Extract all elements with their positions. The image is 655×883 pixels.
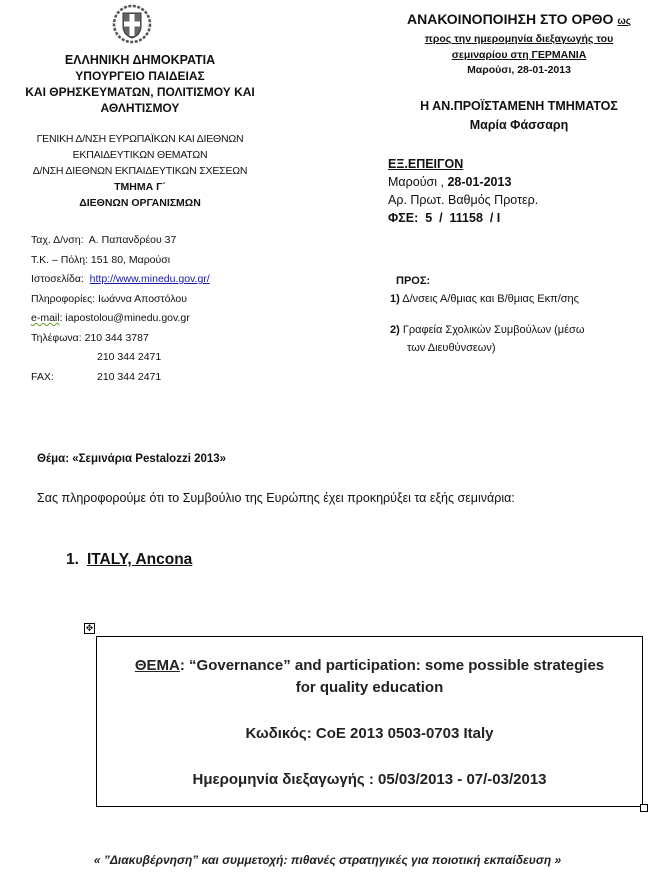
protocol-block (388, 155, 648, 227)
recipient-item: 2) Γραφεία Σχολικών Συμβούλων (μέσω (390, 324, 585, 336)
announcement-date: Μαρούσι, 28-01-2013 (467, 64, 571, 76)
greek-seminar-title: « ”Διακυβέρνηση” και συμμετοχή: πιθανές στρατηγικές για ποιοτική εκπαίδευση » (93, 853, 562, 867)
email-value: : iapostolou@minedu.gov.gr (59, 312, 190, 324)
phone-row: Τηλέφωνα: 210 344 3787 (31, 331, 149, 344)
subject-line: Θέμα: «Σεμινάρια Pestalozzi 2013» (37, 453, 227, 465)
city-row: Τ.Κ. – Πόλη: 151 80, Μαρούσι (31, 253, 171, 266)
seminar-theme: ΘΕΜΑ: “Governance” and participation: some possible strategies for quality education (134, 657, 605, 696)
signer-name: Μαρία Φάσσαρη (469, 118, 569, 132)
seminar-code: Κωδικός: CoE 2013 0503-0703 Italy (245, 725, 494, 742)
org-line: ΑΘΛΗΤΙΣΜΟΥ (100, 101, 180, 115)
fax-row: FAX: 210 344 2471 (31, 370, 162, 383)
org-line: ΥΠΟΥΡΓΕΙΟ ΠΑΙΔΕΙΑΣ (75, 69, 205, 83)
section-line: ΔΙΕΘΝΩΝ ΟΡΓΑΝΙΣΜΩΝ (79, 197, 201, 209)
recipient-item-continuation: των Διευθύνσεων) (407, 342, 496, 354)
section-title: ITALY, Ancona (86, 551, 193, 568)
protocol-number: ΦΣΕ: 5 / 11158 / Ι (388, 211, 501, 225)
announcement-title: ΑΝΑΚΟΙΝΟΠΟΙΗΣΗ ΣΤΟ ΟΡΘΟ ως (406, 11, 631, 27)
announcement-line: προς την ημερομηνία διεξαγωγής του (424, 33, 614, 45)
section-number: 1. (66, 551, 79, 568)
greek-coat-of-arms-icon (112, 4, 152, 44)
org-line: ΚΑΙ ΘΡΗΣΚΕΥΜΑΤΩΝ, ΠΟΛΙΤΙΣΜΟΥ ΚΑΙ (25, 85, 255, 99)
website-link[interactable]: http://www.minedu.gov.gr/ (89, 273, 210, 285)
phone-row-2: 210 344 2471 (97, 351, 162, 363)
protocol-date-row: Μαρούσι , 28-01-2013 (388, 175, 512, 189)
org-line: ΕΛΛΗΝΙΚΗ ΔΗΜΟΚΡΑΤΙΑ (64, 53, 216, 67)
theme-label: ΘΕΜΑ (134, 657, 180, 674)
intro-paragraph: Σας πληροφορούμε ότι το Συμβούλιο της Ευρώπης έχει προκηρύξει τα εξής σεμινάρια: (37, 491, 515, 505)
recipients-header: ΠΡΟΣ: (396, 275, 431, 287)
section-line: ΤΜΗΜΑ Γ΄ (114, 181, 166, 193)
signer-title: Η ΑΝ.ΠΡΟΪΣΤΑΜΕΝΗ ΤΜΗΜΑΤΟΣ (420, 99, 618, 113)
address-row: Ταχ. Δ/νση: Α. Παπανδρέου 37 (31, 234, 177, 246)
recipient-item: 1) Δ/νσεις Α/θμιας και Β/θμιας Εκπ/σης (390, 293, 579, 305)
contact-block (31, 231, 291, 387)
signer-block (388, 97, 650, 135)
announcement-header (388, 10, 650, 78)
seminar-date: Ημερομηνία διεξαγωγής : 05/03/2013 - 07/-03/2013 (192, 771, 547, 788)
department-header (0, 131, 280, 211)
section-heading (66, 551, 192, 569)
urgency-label: ΕΞ.ΕΠΕΙΓΟΝ (388, 157, 464, 171)
dept-line: Δ/ΝΣΗ ΔΙΕΘΝΩΝ ΕΚΠΑΙΔΕΥΤΙΚΩΝ ΣΧΕΣΕΩΝ (32, 165, 248, 177)
email-label: e-mail (31, 312, 60, 324)
recipients-block (388, 272, 653, 357)
table-move-handle-icon[interactable]: ✥ (85, 623, 94, 633)
protocol-ref-label: Αρ. Πρωτ. Βαθμός Προτερ. (388, 193, 539, 207)
dept-line: ΕΚΠΑΙΔΕΥΤΙΚΩΝ ΘΕΜΑΤΩΝ (72, 149, 208, 161)
info-row: Πληροφορίες: Ιωάννα Αποστόλου (31, 292, 187, 305)
announcement-line: σεμιναρίου στη ΓΕΡΜΑΝΙΑ (451, 49, 587, 61)
dept-line: ΓΕΝΙΚΗ Δ/ΝΣΗ ΕΥΡΩΠΑΪΚΩΝ ΚΑΙ ΔΙΕΘΝΩΝ (36, 133, 244, 145)
website-row: Ιστοσελίδα: http://www.minedu.gov.gr/ (31, 273, 210, 285)
email-row (31, 309, 291, 329)
seminar-info-box (96, 636, 643, 807)
ministry-header (0, 52, 280, 116)
table-resize-handle-icon[interactable] (640, 804, 648, 812)
